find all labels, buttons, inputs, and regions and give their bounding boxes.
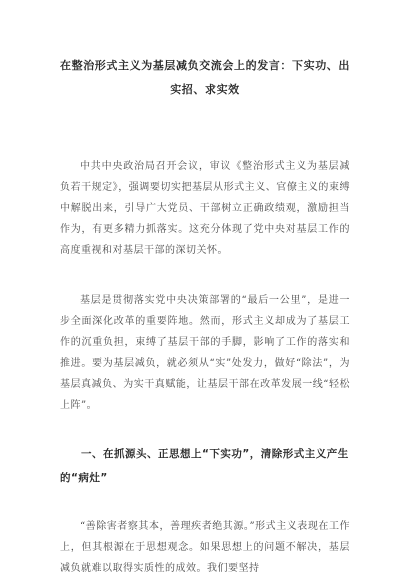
body-paragraph-3: “善除害者察其本，善理疾者绝其源。”形式主义表现在工作上，但其根源在于思想观念。如果思想上的问题不解决，基层减负就难以取得实质性的成效。我们要坚持: [60, 521, 350, 574]
body-paragraph-1: 中共中央政治局召开会议，审议《整治形式主义为基层减负若干规定》，强调要切实把基层从形式主义、官僚主义的束缚中解脱出来，引导广大党员、干部树立正确政绩观，激励担当作为，有更多精力抓落实。这充分体现了党中央对基层工作的高度重视和对基层干部的深切关怀。: [60, 161, 350, 256]
section-heading-1: 一、在抓源头、正思想上“下实功”，清除形式主义产生的“病灶”: [60, 448, 349, 484]
document-title: 在整治形式主义为基层减负交流会上的发言：下实功、出实招、求实效: [60, 59, 350, 96]
body-paragraph-2: 基层是贯彻落实党中央决策部署的“最后一公里”，是进一步全面深化改革的重要阵地。然而，形式主义却成为了基层工作的沉重负担，束缚了基层干部的手脚，影响了工作的落实和推进。要为基层减负，就必须从“实”处发力，做好“除法”，为基层真减负、为实干真赋能，让基层干部在改革发展一线“轻松上阵”。: [60, 295, 350, 411]
